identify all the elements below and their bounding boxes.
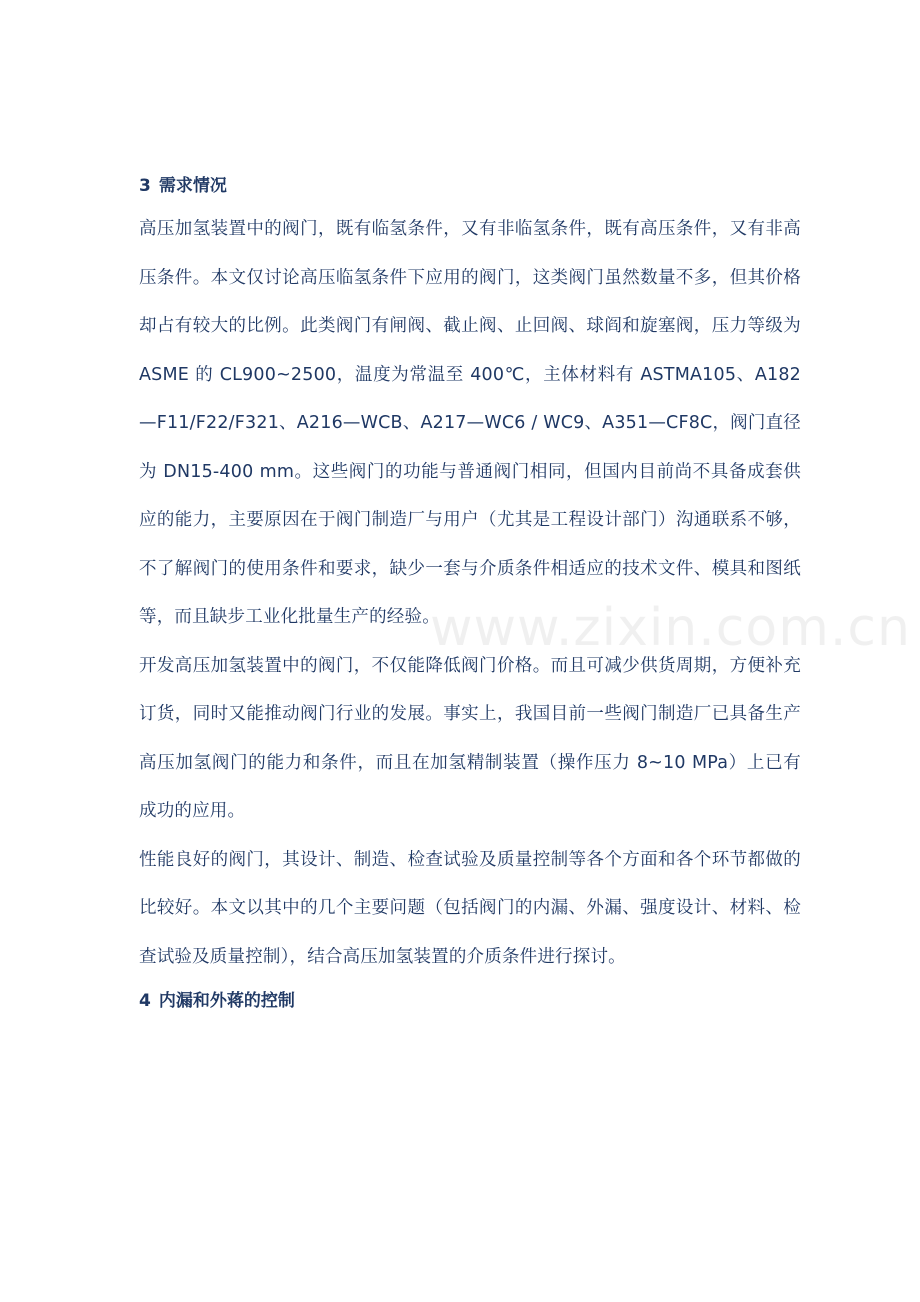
paragraph-demand-2: 开发高压加氢装置中的阀门，不仅能降低阀门价格。而且可减少供货周期，方便补充订货，同时又能推动阀门行业的发展。事实上，我国目前一些阀门制造厂已具备生产高压加氢阀门的能力和条件，而且在加氢精制装置（操作压力 8~10 MPa）上已有成功的应用。: [139, 655, 801, 821]
section-heading-4: [139, 983, 801, 1019]
section-number: 4: [139, 991, 151, 1011]
paragraph-demand-1: 高压加氢装置中的阀门，既有临氢条件，又有非临氢条件，既有高压条件，又有非高压条件。本文仅讨论高压临氢条件下应用的阀门，这类阀门虽然数量不多，但其价格却占有较大的比例。此类阀门有闸阀、截止阀、止回阀、球阎和旋塞阀，压力等级为 ASME 的 CL900~2500，温度为常温至 400℃，主体材料有 ASTMA105、A182—F11/F22/F321、A216—WCB、A217—WC6 / WC9、A351—CF8C，阀门直径为 DN15-400 mm。这些阀门的功能与普通阀门相同，但国内目前尚不具备成套供应的能力，主要原因在于阀门制造厂与用户（尤其是工程设计部门）沟通联系不够，不了解阀门的使用条件和要求，缺少一套与介质条件相适应的技术文件、模具和图纸等，而且缺步工业化批量生产的经验。: [139, 219, 801, 627]
section-title: 内漏和外蒋的控制: [158, 991, 295, 1011]
document-body: [139, 168, 801, 1019]
section-title: 需求情况: [158, 176, 227, 196]
section-heading-3: [139, 168, 801, 204]
watermark: www.zixin.com.cn: [430, 598, 911, 658]
section-number: 3: [139, 176, 151, 196]
paragraph-demand-3: 性能良好的阀门，其设计、制造、检查试验及质量控制等各个方面和各个环节都做的比较好。本文以其中的几个主要问题（包括阀门的内漏、外漏、强度设计、材料、检查试验及质量控制），结合高压加氢装置的介质条件进行探讨。: [139, 849, 801, 967]
